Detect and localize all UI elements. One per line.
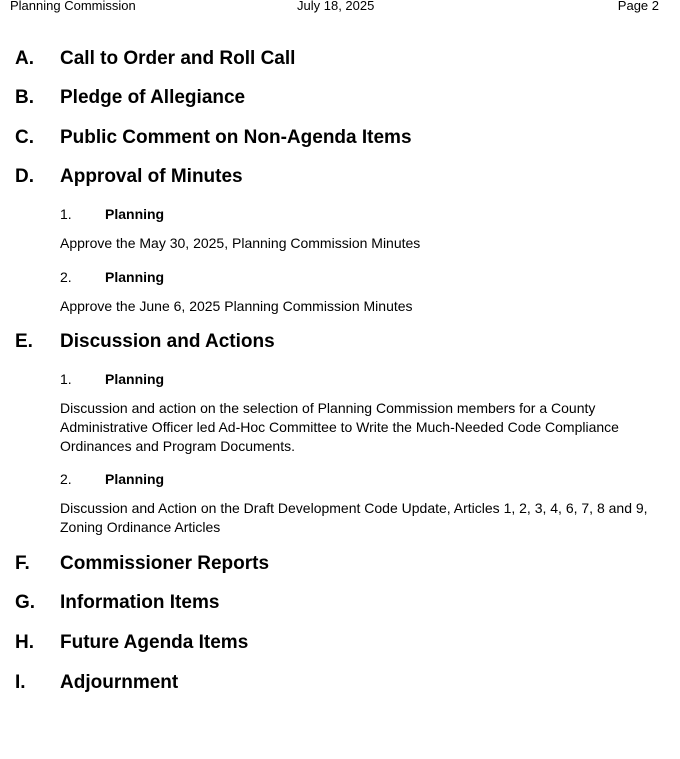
item-description: Approve the June 6, 2025 Planning Commission Minutes [60, 298, 413, 314]
section-title: Approval of Minutes [60, 166, 243, 187]
item-number: 2. [60, 269, 72, 285]
agenda-item-e1 [0, 370, 680, 388]
item-department: Planning [105, 206, 165, 222]
agenda-section-a [0, 47, 680, 73]
header-commission-name: Planning Commission [10, 0, 136, 13]
item-number: 2. [60, 471, 72, 487]
page-header [0, 0, 680, 16]
section-letter: D. [15, 166, 34, 187]
section-title: Adjournment [60, 672, 179, 693]
item-description: Approve the May 30, 2025, Planning Commission Minutes [60, 235, 421, 251]
section-letter: I. [15, 672, 26, 693]
item-department: Planning [105, 371, 165, 387]
header-page-number: Page 2 [617, 0, 659, 13]
item-number: 1. [60, 371, 72, 387]
header-date: July 18, 2025 [297, 0, 375, 13]
section-letter: C. [15, 127, 34, 148]
section-title: Discussion and Actions [60, 331, 275, 352]
agenda-item-d1 [0, 205, 680, 223]
item-number: 1. [60, 206, 72, 222]
section-title: Information Items [60, 592, 220, 613]
agenda-section-g [0, 591, 680, 617]
agenda-section-e [0, 330, 680, 356]
section-letter: B. [15, 87, 34, 108]
item-department: Planning [105, 471, 165, 487]
section-letter: G. [15, 592, 36, 613]
item-description: Discussion and action on the selection of Planning Commission members for a County Administrative Officer led Ad-Hoc Committee to Write the Much-Needed Code Compliance Ordinances and Program Documents. [60, 400, 619, 454]
section-letter: F. [15, 553, 30, 574]
section-letter: A. [15, 48, 34, 69]
agenda-section-h [0, 631, 680, 657]
agenda-section-d [0, 165, 680, 191]
section-title: Public Comment on Non-Agenda Items [60, 127, 412, 148]
section-title: Pledge of Allegiance [60, 87, 246, 108]
agenda-section-b [0, 86, 680, 112]
item-department: Planning [105, 269, 165, 285]
section-title: Future Agenda Items [60, 632, 249, 653]
section-letter: H. [15, 632, 34, 653]
agenda-item-e2 [0, 470, 680, 488]
agenda-section-f [0, 552, 680, 578]
section-title: Commissioner Reports [60, 553, 270, 574]
item-description: Discussion and Action on the Draft Development Code Update, Articles 1, 2, 3, 4, 6, 7, 8 and 9, Zoning Ordinance Articles [60, 500, 648, 535]
agenda-section-c [0, 126, 680, 152]
section-letter: E. [15, 331, 33, 352]
agenda-section-i [0, 671, 680, 697]
agenda-item-d2 [0, 268, 680, 286]
section-title: Call to Order and Roll Call [60, 48, 296, 69]
